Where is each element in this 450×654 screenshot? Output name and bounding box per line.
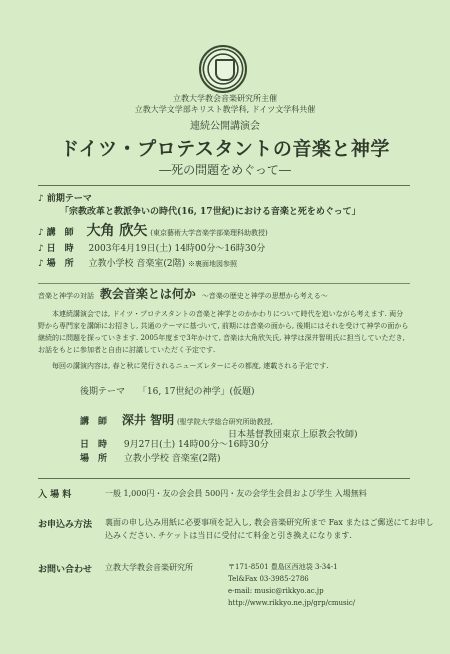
first-place: 立教小学校 音楽室(2階): [88, 259, 186, 269]
page-subtitle: ―死の問題をめぐって―: [159, 163, 291, 177]
first-date: 2003年4月19日(土) 14時00分～16時30分: [88, 244, 266, 254]
first-place-row: ♪ 場 所 立教小学校 音楽室(2階) ※裏面地図参照: [38, 259, 238, 269]
contact-org: 立教大学教会音楽研究所: [105, 563, 193, 572]
second-lecturer-affiliation-2: 日本基督教団東京上原教会牧師): [228, 430, 358, 440]
first-lecturer-row: ♪ 講 師 大角 欣矢 (東京藝術大学音楽学部楽理科助教授): [38, 223, 268, 239]
second-lecturer: 深井 智明: [121, 413, 175, 427]
note-icon: ♪: [38, 228, 44, 238]
second-lecturer-row: 講 師 深井 智明 (聖学院大学総合研究所助教授,: [80, 413, 273, 427]
note-icon: ♪: [38, 259, 44, 269]
university-seal-icon: [199, 45, 247, 93]
dialogue-heading: 音楽と神学の対話 教会音楽とは何か ～音楽の歴史と神学の思想から考える～: [38, 287, 328, 301]
second-lecturer-affiliation: (聖学院大学総合研究所助教授,: [176, 418, 273, 426]
apply-label: お申込み方法: [38, 520, 93, 530]
first-lecturer: 大角 欣矢: [86, 223, 148, 239]
contact-address: 〒171-8501 豊島区西池袋 3-34-1: [228, 563, 338, 571]
fee-label: 入 場 料: [38, 490, 72, 500]
first-date-row: ♪ 日 時 2003年4月19日(土) 14時00分～16時30分: [38, 244, 266, 254]
divider: [38, 185, 410, 186]
second-theme-row: 後期テーマ 「16, 17世紀の神学」(仮題): [80, 387, 255, 397]
apply-text-1: 裏面の申し込み用紙に必要事項を記入し, 教会音楽研究所まで Fax またはご郵送にてお申し: [105, 518, 434, 527]
second-place: 立教小学校 音楽室(2階): [123, 454, 221, 464]
first-theme-heading: ♪ 前期テーマ: [38, 194, 92, 204]
page-title: ドイツ・プロテスタントの音楽と神学: [60, 138, 390, 160]
note-icon: ♪: [38, 194, 44, 204]
note-icon: ♪: [38, 244, 44, 254]
second-date-row: 日 時 9月27日(土) 14時00分～16時30分: [80, 440, 269, 450]
co-organizer-line: 立教大学文学部キリスト教学科, ドイツ文学科共催: [134, 105, 316, 114]
newsletter-note: 毎回の講演内容は, 春と秋に発行されるニューズレターにその都度, 連載される予定です.: [52, 362, 329, 370]
second-place-row: 場 所 立教小学校 音楽室(2階): [80, 454, 221, 464]
divider: [38, 478, 410, 479]
contact-label: お問い合わせ: [38, 565, 93, 575]
series-name: 連続公開講演会: [190, 121, 260, 132]
second-date: 9月27日(土) 14時00分～16時30分: [123, 440, 269, 450]
dialogue-subtitle: ～音楽の歴史と神学の思想から考える～: [201, 292, 328, 300]
divider: [38, 283, 410, 284]
dialogue-title: 教会音楽とは何か: [99, 287, 196, 301]
contact-phone: Tel&Fax 03-3985-2786: [228, 575, 309, 583]
description-paragraph: 本連続講演会では, ドイツ・プロテスタントの音楽と神学とのかかわりについて時代を追いながら考えます. 両分野から専門家を講師にお招きし, 共通のテーマに基づいて, 前期には音楽の面から, 後期にはそれを受けて神学の面から継続的に問題を探っていきます. 2005年度まで3年かけて, 音楽は大角欣矢氏, 神学は深井智明氏に担当していただき, お話をもとに参加者と自由に討議していただく予定です.: [38, 310, 409, 354]
contact-email[interactable]: e-mail: music@rikkyo.ac.jp: [228, 587, 324, 595]
first-theme: 「宗教改革と教派争いの時代(16, 17世紀)における音楽と死をめぐって」: [60, 207, 361, 217]
contact-url[interactable]: http://www.rikkyo.ne.jp/grp/cmusic/: [228, 599, 356, 607]
apply-text-2: 込みください. チケットは当日に受付にて料金と引き換えになります.: [105, 531, 352, 540]
first-lecturer-affiliation: (東京藝術大学音楽学部楽理科助教授): [150, 229, 268, 237]
fee-text: 一般 1,000円・友の会会員 500円・友の会学生会員および学生 入場無料: [105, 489, 367, 498]
map-note: ※裏面地図参照: [188, 260, 238, 268]
organizer-line: 立教大学教会音楽研究所主催: [173, 94, 277, 103]
second-theme: 「16, 17世紀の神学」(仮題): [137, 387, 255, 397]
